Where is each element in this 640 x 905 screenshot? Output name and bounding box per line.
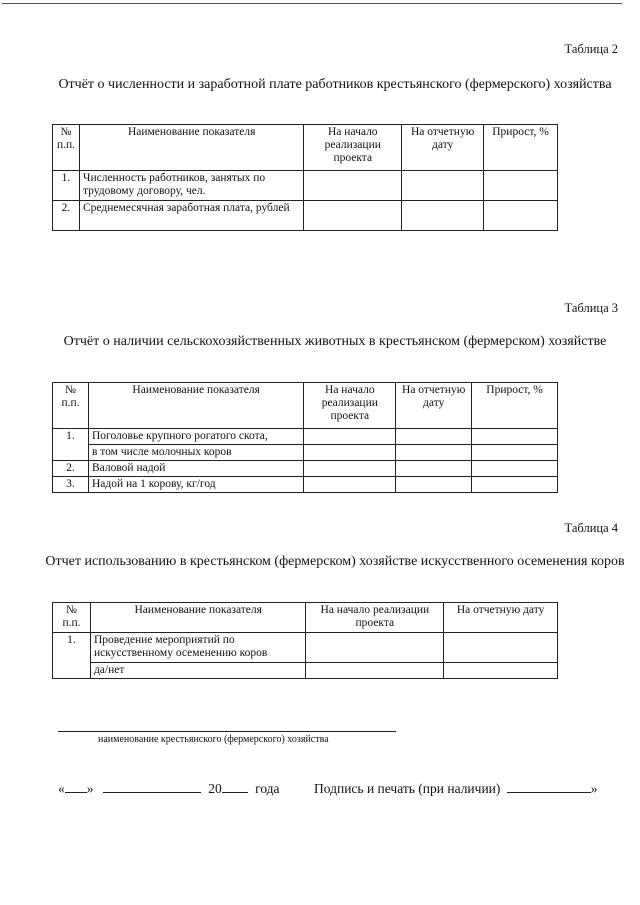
row-subname: в том числе молочных коров bbox=[88, 445, 303, 461]
table-row bbox=[53, 663, 558, 679]
signature-quote-close: » bbox=[590, 781, 598, 796]
signature-blank bbox=[507, 779, 591, 793]
row-name: Численность работников, занятых по трудовому договору, чел. bbox=[79, 171, 303, 201]
row-name: Проведение мероприятий по искусственному осеменению коров bbox=[90, 633, 306, 663]
row-subname: да/нет bbox=[90, 663, 306, 679]
table2-header-growth: Прирост, % bbox=[484, 125, 558, 171]
row-name: Поголовье крупного рогатого скота, bbox=[88, 429, 303, 445]
cell-current bbox=[396, 461, 472, 477]
table4 bbox=[52, 602, 558, 679]
cell-growth bbox=[472, 477, 558, 493]
cell-current bbox=[396, 477, 472, 493]
table3-caption: Таблица 3 bbox=[564, 301, 618, 315]
signature-label: Подпись и печать (при наличии) bbox=[314, 781, 501, 796]
date-quote-open: « bbox=[58, 781, 65, 796]
table4-header-current: На отчетную дату bbox=[444, 603, 558, 633]
cell-growth bbox=[484, 201, 558, 231]
table-row bbox=[53, 171, 558, 201]
table-row bbox=[53, 461, 558, 477]
table-row bbox=[53, 429, 558, 445]
cell-start bbox=[304, 201, 402, 231]
year-suffix: года bbox=[255, 781, 280, 796]
cell-growth bbox=[472, 445, 558, 461]
table4-header-name: Наименование показателя bbox=[90, 603, 306, 633]
table4-caption: Таблица 4 bbox=[564, 521, 618, 535]
table3-header-current: На отчетную дату bbox=[396, 383, 472, 429]
table-row bbox=[53, 445, 558, 461]
top-rule bbox=[2, 3, 622, 4]
cell-start bbox=[306, 663, 444, 679]
cell-current bbox=[444, 633, 558, 663]
signature-line bbox=[314, 779, 598, 797]
table-row bbox=[53, 477, 558, 493]
row-number: 1. bbox=[53, 429, 89, 461]
row-name: Среднемесячная заработная плата, рублей bbox=[79, 201, 303, 231]
table2-header-start: На начало реализации проекта bbox=[304, 125, 402, 171]
table3-title: Отчёт о наличии сельскохозяйственных животных в крестьянском (фермерском) хозяйстве bbox=[63, 334, 607, 349]
cell-current bbox=[396, 445, 472, 461]
table2-header-name: Наименование показателя bbox=[79, 125, 303, 171]
table2-header-current: На отчетную дату bbox=[402, 125, 484, 171]
table3-header-num: № п.п. bbox=[53, 383, 89, 429]
row-name: Валовой надой bbox=[88, 461, 303, 477]
row-number: 1. bbox=[53, 633, 91, 679]
year-blank bbox=[222, 779, 248, 793]
row-number: 1. bbox=[53, 171, 80, 201]
table3 bbox=[52, 382, 558, 493]
table-row bbox=[53, 201, 558, 231]
year-prefix: 20 bbox=[208, 781, 222, 796]
table-row bbox=[53, 633, 558, 663]
cell-start bbox=[304, 171, 402, 201]
cell-start bbox=[306, 633, 444, 663]
row-number: 2. bbox=[53, 461, 89, 477]
table2-header-num: № п.п. bbox=[53, 125, 80, 171]
cell-growth bbox=[484, 171, 558, 201]
cell-current bbox=[402, 201, 484, 231]
farm-name-line bbox=[58, 731, 396, 732]
table4-header-num: № п.п. bbox=[53, 603, 91, 633]
date-line bbox=[58, 779, 280, 797]
row-name: Надой на 1 корову, кг/год bbox=[88, 477, 303, 493]
table4-title: Отчет использованию в крестьянском (фермерском) хозяйстве искусственного осеменения коров bbox=[45, 554, 625, 569]
table3-header-start: На начало реализации проекта bbox=[304, 383, 396, 429]
farm-name-label: наименование крестьянского (фермерского) хозяйства bbox=[98, 734, 329, 745]
table2 bbox=[52, 124, 558, 231]
table2-header-row bbox=[53, 125, 558, 171]
table2-title: Отчёт о численности и заработной плате работников крестьянского (фермерского) хозяйства bbox=[58, 77, 612, 92]
table3-header-growth: Прирост, % bbox=[472, 383, 558, 429]
table4-header-row bbox=[53, 603, 558, 633]
table3-header-name: Наименование показателя bbox=[88, 383, 303, 429]
cell-current bbox=[396, 429, 472, 445]
cell-start bbox=[304, 461, 396, 477]
day-blank bbox=[65, 779, 87, 793]
month-blank bbox=[103, 779, 201, 793]
date-quote-close: » bbox=[86, 781, 94, 796]
cell-growth bbox=[472, 429, 558, 445]
row-number: 3. bbox=[53, 477, 89, 493]
table4-header-start: На начало реализации проекта bbox=[306, 603, 444, 633]
cell-current bbox=[444, 663, 558, 679]
table3-header-row bbox=[53, 383, 558, 429]
cell-start bbox=[304, 429, 396, 445]
row-number: 2. bbox=[53, 201, 80, 231]
cell-current bbox=[402, 171, 484, 201]
cell-start bbox=[304, 477, 396, 493]
table2-caption: Таблица 2 bbox=[564, 42, 618, 56]
cell-start bbox=[304, 445, 396, 461]
cell-growth bbox=[472, 461, 558, 477]
